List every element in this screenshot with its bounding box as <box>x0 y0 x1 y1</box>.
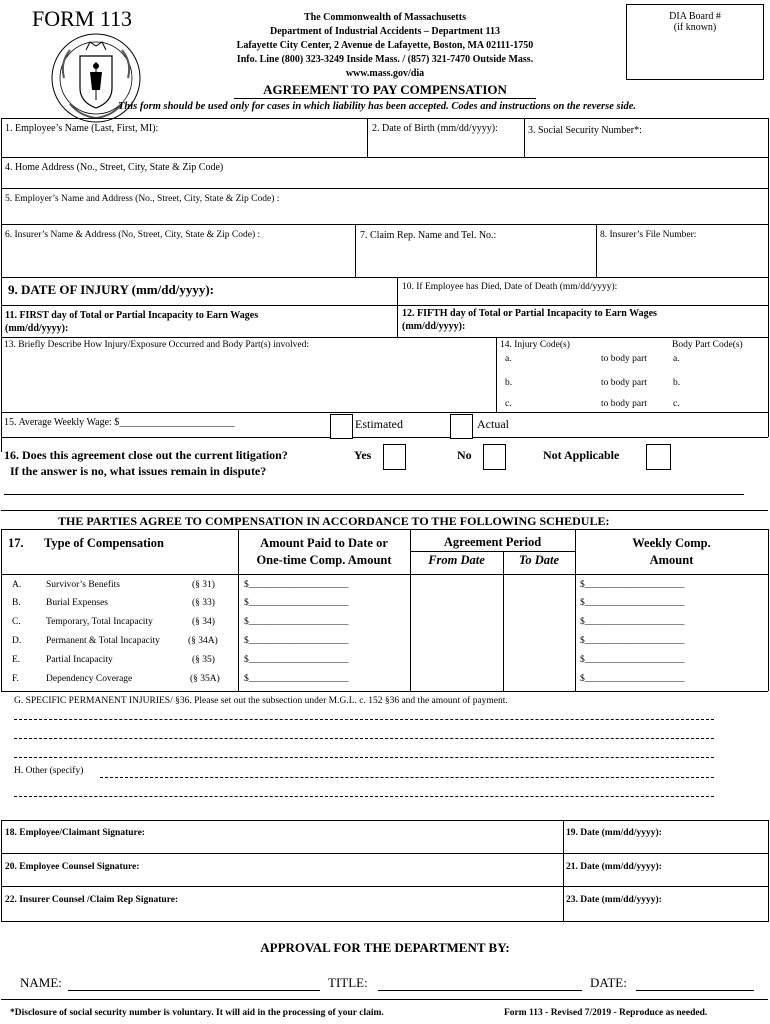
h-line-2[interactable] <box>14 796 714 797</box>
row-section: (§ 35A) <box>190 674 220 684</box>
row-weekly[interactable]: $_____________________ <box>580 636 685 646</box>
agency-address: Lafayette City Center, 2 Avenue de Lafayette, Boston, MA 02111-1750 <box>236 40 534 51</box>
row-amount[interactable]: $_____________________ <box>244 655 349 665</box>
approval-title-line[interactable] <box>378 990 582 991</box>
yes-checkbox[interactable] <box>383 444 406 470</box>
amount-paid-header-line2: One-time Comp. Amount <box>256 553 392 567</box>
row-letter: A. <box>12 580 22 590</box>
row-weekly[interactable]: $_____________________ <box>580 674 685 684</box>
no-label: No <box>457 448 472 462</box>
dia-board-label: DIA Board # <box>669 11 721 22</box>
schedule-row[interactable] <box>0 674 768 690</box>
issues-in-dispute-question: If the answer is no, what issues remain in dispute? <box>10 464 267 478</box>
employee-signature-date[interactable]: 19. Date (mm/dd/yyyy): <box>566 828 662 838</box>
employee-signature-field[interactable]: 18. Employee/Claimant Signature: <box>5 828 145 838</box>
first-day-format: (mm/dd/yyyy): <box>5 323 69 334</box>
row-amount[interactable]: $_____________________ <box>244 674 349 684</box>
approval-name-label: NAME: <box>20 975 62 990</box>
to-date-header: To Date <box>518 553 560 567</box>
injury-code-letter: a. <box>505 354 512 364</box>
insurer-counsel-date[interactable]: 23. Date (mm/dd/yyyy): <box>566 895 662 905</box>
employee-counsel-date[interactable]: 21. Date (mm/dd/yyyy): <box>566 862 662 872</box>
row-section: (§ 34) <box>192 617 215 627</box>
actual-label: Actual <box>477 417 509 431</box>
from-date-header: From Date <box>428 553 485 567</box>
schedule-number: 17. <box>8 536 24 550</box>
row-type: Burial Expenses <box>46 598 109 608</box>
approval-title-label: TITLE: <box>328 975 368 990</box>
body-part-letter: a. <box>673 354 680 364</box>
ssn-disclosure-note: *Disclosure of social security number is voluntary. It will aid in the processing of your claim. <box>10 1008 384 1018</box>
row-section: (§ 35) <box>192 655 215 665</box>
row-type: Permanent & Total Incapacity <box>46 636 160 646</box>
average-weekly-wage-field[interactable] <box>4 417 234 428</box>
claim-rep-field[interactable]: 7. Claim Rep. Name and Tel. No.: <box>360 230 497 241</box>
row-section: (§ 31) <box>192 580 215 590</box>
amount-paid-header-line1: Amount Paid to Date or <box>260 536 388 550</box>
row-amount[interactable]: $_____________________ <box>244 598 349 608</box>
litigation-question: 16. Does this agreement close out the current litigation? <box>4 448 288 462</box>
insurer-counsel-signature-field[interactable]: 22. Insurer Counsel /Claim Rep Signature: <box>5 895 179 905</box>
to-body-part-label: to body part <box>601 378 647 388</box>
type-of-compensation-header: Type of Compensation <box>44 536 164 550</box>
injury-codes-label: 14. Injury Code(s) <box>500 340 570 350</box>
first-day-label: 11. FIRST day of Total or Partial Incapacity to Earn Wages <box>5 310 259 321</box>
date-of-injury-field[interactable]: 9. DATE OF INJURY (mm/dd/yyyy): <box>8 282 214 297</box>
other-specify-label: H. Other (specify) <box>14 766 84 776</box>
row-type: Temporary, Total Incapacity <box>46 617 153 627</box>
weekly-comp-header <box>575 535 768 569</box>
ssn-field[interactable]: 3. Social Security Number*: <box>528 125 642 136</box>
no-checkbox[interactable] <box>483 444 506 470</box>
amount-paid-header <box>238 535 410 569</box>
yes-label: Yes <box>354 448 372 462</box>
injury-description-field[interactable]: 13. Briefly Describe How Injury/Exposure Occurred and Body Part(s) involved: <box>4 340 309 350</box>
specific-permanent-injuries-label: G. SPECIFIC PERMANENT INJURIES/ §36. Please set out the subsection under M.G.L. c. 152 §36 and the amount of payment. <box>14 696 508 706</box>
dia-board-box[interactable] <box>626 4 764 80</box>
row-section: (§ 33) <box>192 598 215 608</box>
row-weekly[interactable]: $_____________________ <box>580 617 685 627</box>
schedule-heading: THE PARTIES AGREE TO COMPENSATION IN ACCORDANCE TO THE FOLLOWING SCHEDULE: <box>58 514 610 528</box>
insurer-address-field[interactable]: 6. Insurer’s Name & Address (No, Street, City, State & Zip Code) : <box>5 230 261 240</box>
first-day-incapacity-field[interactable] <box>5 309 258 335</box>
row-letter: B. <box>12 598 21 608</box>
row-type: Dependency Coverage <box>46 674 133 684</box>
g-line-1[interactable] <box>14 719 714 720</box>
approval-heading: APPROVAL FOR THE DEPARTMENT BY: <box>260 940 510 955</box>
home-address-field[interactable]: 4. Home Address (No., Street, City, State & Zip Code) <box>5 162 224 173</box>
schedule-row[interactable] <box>0 636 768 652</box>
schedule-row[interactable] <box>0 617 768 633</box>
row-letter: F. <box>12 674 19 684</box>
issues-in-dispute-line[interactable] <box>4 494 744 495</box>
agency-block <box>180 11 590 81</box>
agreement-period-header: Agreement Period <box>443 535 542 549</box>
weekly-comp-header-line2: Amount <box>649 553 694 567</box>
g-line-2[interactable] <box>14 738 714 739</box>
row-amount[interactable]: $_____________________ <box>244 617 349 627</box>
agency-name: The Commonwealth of Massachusetts <box>304 12 466 23</box>
g-line-3[interactable] <box>14 757 714 758</box>
row-letter: D. <box>12 636 22 646</box>
row-amount[interactable]: $_____________________ <box>244 580 349 590</box>
insurer-file-number-field[interactable]: 8. Insurer’s File Number: <box>600 230 697 240</box>
row-section: (§ 34A) <box>188 636 218 646</box>
row-weekly[interactable]: $_____________________ <box>580 580 685 590</box>
avg-wage-label: 15. Average Weekly Wage: $ <box>4 417 120 428</box>
approval-date-label: DATE: <box>590 975 627 990</box>
h-line-1[interactable] <box>100 777 714 778</box>
weekly-comp-header-line1: Weekly Comp. <box>632 536 711 550</box>
schedule-row[interactable] <box>0 655 768 671</box>
form-number: FORM 113 <box>32 6 133 31</box>
dia-board-hint: (if known) <box>673 22 717 33</box>
row-letter: C. <box>12 617 21 627</box>
injury-code-letter: c. <box>505 399 512 409</box>
date-of-birth-field[interactable]: 2. Date of Birth (mm/dd/yyyy): <box>372 123 498 134</box>
row-type: Survivor’s Benefits <box>46 580 120 590</box>
body-part-letter: b. <box>673 378 681 388</box>
row-letter: E. <box>12 655 21 665</box>
department-name: Department of Industrial Accidents – Department 113 <box>270 26 500 37</box>
fifth-day-incapacity-field[interactable] <box>402 307 657 333</box>
actual-checkbox[interactable] <box>450 414 473 439</box>
employee-name-field[interactable]: 1. Employee’s Name (Last, First, MI): <box>5 123 159 134</box>
to-body-part-label: to body part <box>601 399 647 409</box>
estimated-label: Estimated <box>355 417 403 431</box>
approval-name-line[interactable] <box>68 990 320 991</box>
date-of-death-field[interactable]: 10. If Employee has Died, Date of Death (mm/dd/yyyy): <box>402 282 618 292</box>
agency-phone: Info. Line (800) 323-3249 Inside Mass. / (857) 321-7470 Outside Mass. <box>236 54 534 65</box>
row-weekly[interactable]: $_____________________ <box>580 598 685 608</box>
approval-date-line[interactable] <box>636 990 754 991</box>
estimated-checkbox[interactable] <box>330 414 353 439</box>
employee-counsel-signature-field[interactable]: 20. Employee Counsel Signature: <box>5 862 140 872</box>
schedule-row[interactable] <box>0 580 768 596</box>
body-part-codes-label: Body Part Code(s) <box>672 340 743 350</box>
not-applicable-checkbox[interactable] <box>646 444 671 470</box>
fifth-day-format: (mm/dd/yyyy): <box>402 321 466 332</box>
row-amount[interactable]: $_____________________ <box>244 636 349 646</box>
row-type: Partial Incapacity <box>46 655 113 665</box>
agency-website: www.mass.gov/dia <box>345 68 425 79</box>
form-revision-note: Form 113 - Revised 7/2019 - Reproduce as needed. <box>504 1008 708 1018</box>
row-weekly[interactable]: $_____________________ <box>580 655 685 665</box>
body-part-letter: c. <box>673 399 680 409</box>
schedule-row[interactable] <box>0 598 768 614</box>
not-applicable-label: Not Applicable <box>543 448 620 462</box>
document-title: AGREEMENT TO PAY COMPENSATION <box>263 82 507 97</box>
usage-notice: This form should be used only for cases in which liability has been accepted. Codes and instructions on the reverse side. <box>118 101 637 112</box>
fifth-day-label: 12. FIFTH day of Total or Partial Incapacity to Earn Wages <box>402 308 657 319</box>
injury-code-letter: b. <box>505 378 513 388</box>
employer-address-field[interactable]: 5. Employer’s Name and Address (No., Street, City, State & Zip Code) : <box>5 194 280 204</box>
to-body-part-label: to body part <box>601 354 647 364</box>
avg-wage-blank: _______________________ <box>119 417 235 428</box>
